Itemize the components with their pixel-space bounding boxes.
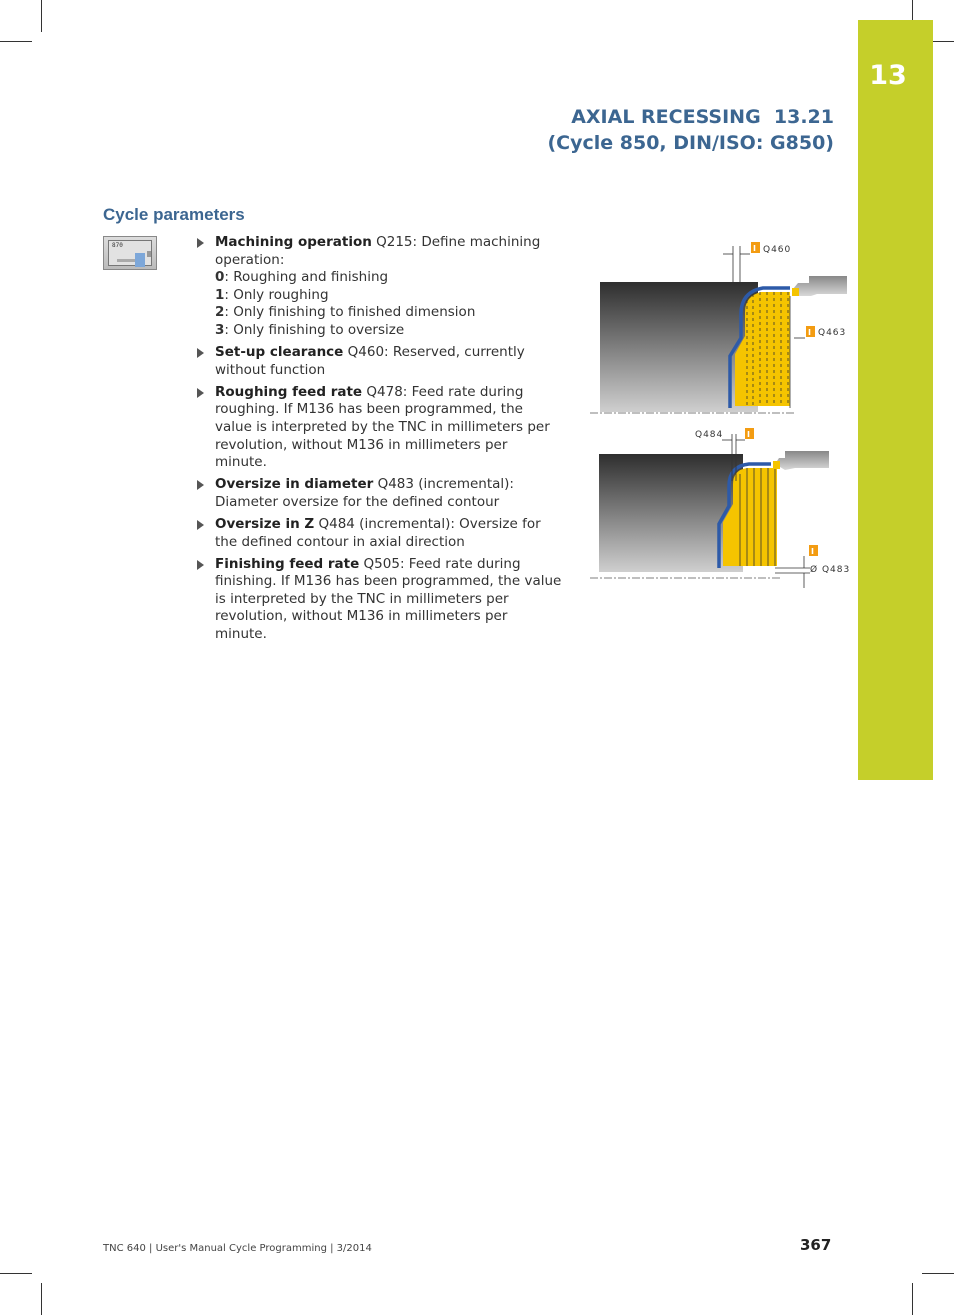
crop-mark bbox=[41, 0, 42, 32]
marker-glyph: I bbox=[811, 547, 814, 556]
marker-glyph: I bbox=[753, 244, 756, 253]
cycle-diagram bbox=[585, 236, 855, 596]
tool-top bbox=[793, 276, 847, 296]
param-desc: Q484 (incremental): Oversize for the defined contour in axial direction bbox=[215, 515, 541, 550]
param-finishing-feed-rate bbox=[197, 556, 562, 644]
param-machining-operation bbox=[197, 234, 562, 340]
chapter-tab bbox=[858, 20, 933, 780]
param-name: Roughing feed rate bbox=[215, 383, 363, 400]
option-item: 0: Roughing and finishing bbox=[215, 269, 389, 286]
page-title-line2: (Cycle 850, DIN/ISO: G850) bbox=[547, 132, 834, 154]
param-oversize-z bbox=[197, 516, 562, 551]
label-q484: Q484 bbox=[695, 430, 724, 440]
dimension-q463 bbox=[790, 296, 805, 408]
param-desc: Q215: Define machining operation: bbox=[215, 234, 541, 268]
crop-mark bbox=[912, 1283, 913, 1315]
cycle-diagram-svg bbox=[585, 236, 855, 596]
bullet-arrow-icon bbox=[197, 388, 204, 398]
bullet-arrow-icon bbox=[197, 560, 204, 570]
option-item: 1: Only roughing bbox=[215, 286, 329, 303]
footer-text: TNC 640 | User's Manual Cycle Programming | 3/2014 bbox=[103, 1243, 372, 1254]
crop-mark bbox=[933, 41, 954, 42]
tool-insert-bottom bbox=[773, 461, 780, 469]
param-desc: Q460: Reserved, currently without function bbox=[215, 344, 525, 378]
section-title: Cycle parameters bbox=[103, 205, 245, 224]
bullet-arrow-icon bbox=[197, 480, 204, 490]
dimension-q460 bbox=[723, 246, 750, 282]
label-q463: Q463 bbox=[818, 328, 847, 338]
param-name: Oversize in Z bbox=[215, 515, 315, 532]
parameter-list bbox=[197, 234, 562, 648]
bullet-arrow-icon bbox=[197, 238, 204, 248]
bullet-arrow-icon bbox=[197, 520, 204, 530]
dimension-q483 bbox=[775, 556, 810, 588]
workpiece-bottom bbox=[599, 454, 743, 572]
param-name: Machining operation bbox=[215, 234, 372, 250]
crop-mark bbox=[912, 0, 913, 20]
param-name: Finishing feed rate bbox=[215, 555, 360, 572]
param-roughing-feed-rate bbox=[197, 384, 562, 472]
tool-insert-top bbox=[792, 288, 799, 296]
marker-glyph: I bbox=[747, 430, 750, 439]
option-item: 2: Only finishing to finished dimension bbox=[215, 304, 476, 321]
param-name: Set-up clearance bbox=[215, 344, 344, 361]
crop-mark bbox=[41, 1283, 42, 1315]
marker-glyph: I bbox=[808, 328, 811, 337]
crop-mark bbox=[0, 1273, 32, 1274]
param-oversize-diameter bbox=[197, 476, 562, 511]
tool-bottom bbox=[775, 451, 829, 470]
param-desc: Q505: Feed rate during finishing. If M136 has been programmed, the value is interpreted by the TNC in millimeters per revolution, without M136 in millimeters per minute. bbox=[215, 555, 562, 642]
page-title bbox=[547, 104, 834, 156]
option-item: 3: Only finishing to oversize bbox=[215, 321, 405, 338]
label-q483: Ø Q483 bbox=[810, 565, 851, 575]
cycle-softkey-icon bbox=[103, 236, 157, 270]
page-title-line1: AXIAL RECESSING 13.21 bbox=[571, 106, 834, 128]
bullet-arrow-icon bbox=[197, 348, 204, 358]
page-number: 367 bbox=[800, 1236, 832, 1254]
param-name: Oversize in diameter bbox=[215, 476, 374, 493]
crop-mark bbox=[922, 1273, 954, 1274]
crop-mark bbox=[0, 41, 32, 42]
param-setup-clearance bbox=[197, 344, 562, 379]
softkey-label: 870 bbox=[112, 242, 123, 249]
param-desc: Q478: Feed rate during roughing. If M136 has been programmed, the value is interpreted by the TNC in millimeters per revolution, without M136 in millimeters per minute. bbox=[215, 383, 550, 471]
chapter-number: 13 bbox=[869, 60, 907, 91]
label-q460: Q460 bbox=[763, 245, 792, 255]
param-desc: Q483 (incremental): Diameter oversize for the defined contour bbox=[215, 476, 514, 510]
